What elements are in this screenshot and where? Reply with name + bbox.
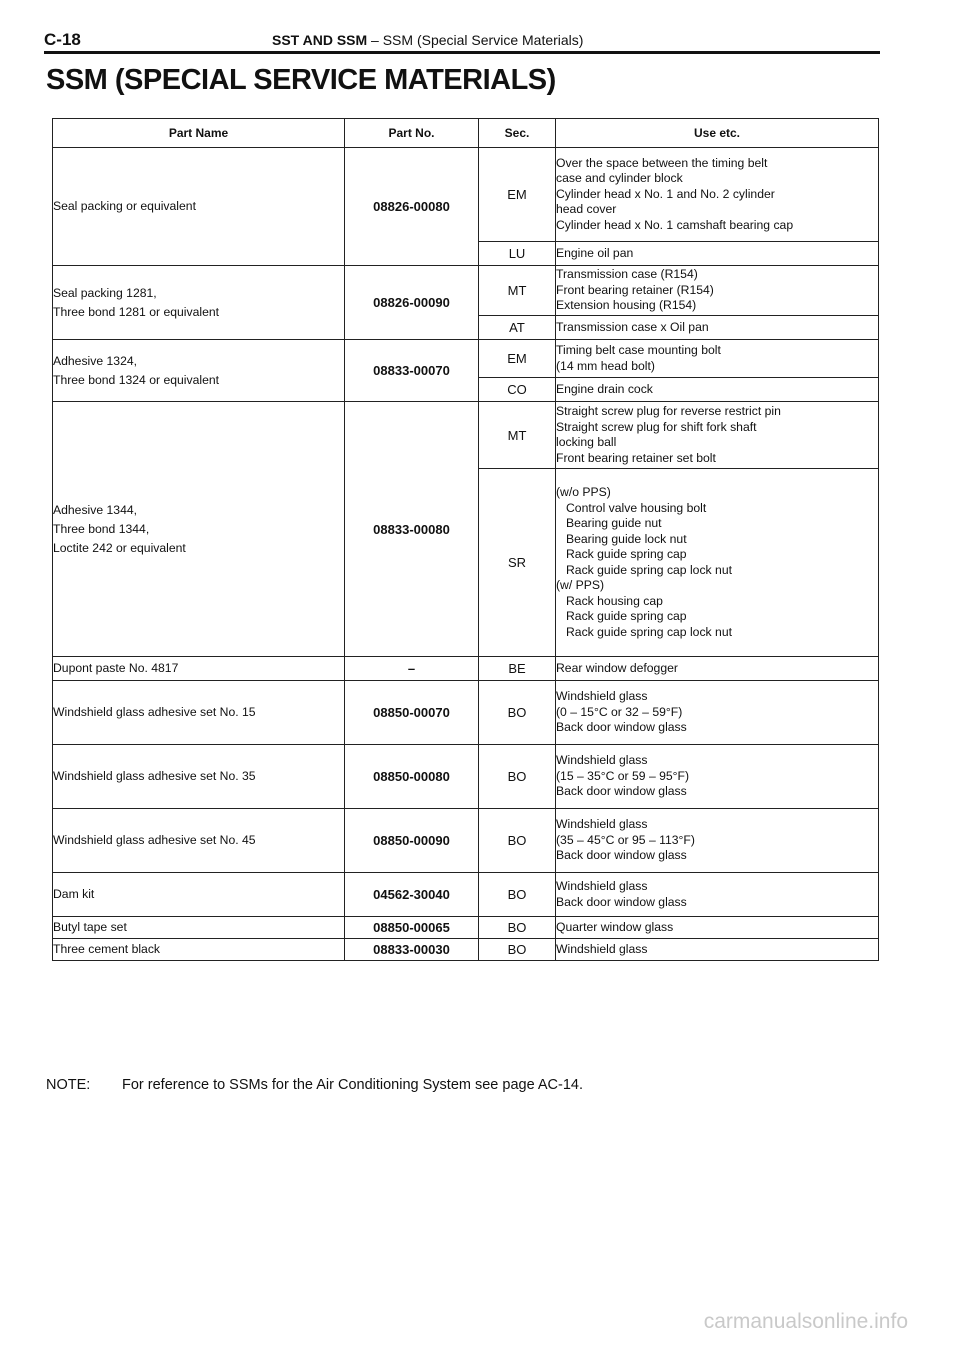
part-name-line: Seal packing 1281, xyxy=(53,285,157,300)
column-header-part-name: Part Name xyxy=(53,119,345,148)
part-name-cell xyxy=(53,340,345,402)
part-name-cell xyxy=(53,917,345,939)
use-line: Cylinder head x No. 1 camshaft bearing cap xyxy=(556,217,794,232)
use-line: Rack guide spring cap xyxy=(566,609,687,623)
running-head xyxy=(272,32,583,48)
use-line: Windshield glass xyxy=(556,941,648,956)
use-line: Back door window glass xyxy=(556,848,687,863)
use-line: (w/ PPS) xyxy=(556,578,605,592)
column-header-sec: Sec. xyxy=(479,119,556,148)
section-cell: CO xyxy=(479,378,556,402)
part-name-cell xyxy=(53,939,345,961)
use-cell xyxy=(556,316,879,340)
part-name-line: Seal packing or equivalent xyxy=(53,199,196,213)
table-row xyxy=(53,809,879,873)
part-name-line: Loctite 242 or equivalent xyxy=(53,540,186,555)
use-line: Bearing guide nut xyxy=(566,516,662,530)
use-cell xyxy=(556,148,879,242)
use-cell xyxy=(556,939,879,961)
use-line: Rack guide spring cap xyxy=(566,547,687,561)
section-cell: LU xyxy=(479,242,556,266)
part-number-cell: 08833-00080 xyxy=(345,402,479,657)
header-rule xyxy=(44,51,880,54)
use-line: (15 – 35°C or 59 – 95°F) xyxy=(556,768,690,783)
part-name-cell xyxy=(53,809,345,873)
part-name-line: Three bond 1324 or equivalent xyxy=(53,372,220,387)
note xyxy=(46,1077,583,1093)
part-name-cell xyxy=(53,681,345,745)
table-row xyxy=(53,939,879,961)
part-name-cell xyxy=(53,873,345,917)
use-cell xyxy=(556,242,879,266)
table-row xyxy=(53,402,879,469)
part-name-line: Windshield glass adhesive set No. 45 xyxy=(53,833,256,847)
use-cell xyxy=(556,809,879,873)
table-row xyxy=(53,917,879,939)
part-number-cell: – xyxy=(345,657,479,681)
use-line: case and cylinder block xyxy=(556,171,683,186)
use-line: (w/o PPS) xyxy=(556,485,611,499)
part-name-cell xyxy=(53,402,345,657)
use-line: Engine oil pan xyxy=(556,245,634,260)
use-line: Windshield glass xyxy=(556,817,648,832)
part-number-cell: 04562-30040 xyxy=(345,873,479,917)
ssm-table xyxy=(52,118,879,961)
table-row xyxy=(53,873,879,917)
page-header xyxy=(44,30,878,52)
column-header-use: Use etc. xyxy=(556,119,879,148)
part-name-line: Three cement black xyxy=(53,942,161,956)
use-line: Control valve housing bolt xyxy=(566,500,707,515)
use-line: Over the space between the timing belt xyxy=(556,155,768,170)
use-line: Front bearing retainer (R154) xyxy=(556,282,714,297)
table-row xyxy=(53,681,879,745)
part-name-line: Three bond 1281 or equivalent xyxy=(53,304,220,319)
use-cell xyxy=(556,340,879,378)
part-name-line: Windshield glass adhesive set No. 15 xyxy=(53,705,256,719)
running-head-subsection: – SSM (Special Service Materials) xyxy=(367,32,584,48)
use-line: Windshield glass xyxy=(556,753,648,768)
part-number-cell: 08850-00080 xyxy=(345,745,479,809)
section-cell: BO xyxy=(479,745,556,809)
column-header-part-no: Part No. xyxy=(345,119,479,148)
use-line: Back door window glass xyxy=(556,784,687,799)
use-line: Timing belt case mounting bolt xyxy=(556,343,721,357)
part-name-line: Dam kit xyxy=(53,887,95,901)
part-name-cell xyxy=(53,266,345,340)
part-name-cell xyxy=(53,148,345,266)
table-row xyxy=(53,340,879,378)
use-cell xyxy=(556,266,879,316)
use-line: Engine drain cock xyxy=(556,381,653,396)
part-name-line: Dupont paste No. 4817 xyxy=(53,661,179,675)
part-name-line: Adhesive 1344, xyxy=(53,502,138,517)
use-cell xyxy=(556,469,879,657)
use-line: Back door window glass xyxy=(556,894,687,909)
part-name-cell xyxy=(53,657,345,681)
use-cell xyxy=(556,378,879,402)
section-cell: BO xyxy=(479,809,556,873)
section-cell: EM xyxy=(479,148,556,242)
use-cell xyxy=(556,917,879,939)
section-cell: SR xyxy=(479,469,556,657)
use-line: Windshield glass xyxy=(556,689,648,704)
table-row xyxy=(53,657,879,681)
part-number-cell: 08833-00030 xyxy=(345,939,479,961)
part-name-line: Adhesive 1324, xyxy=(53,353,138,368)
use-cell xyxy=(556,657,879,681)
section-cell: AT xyxy=(479,316,556,340)
use-line: (0 – 15°C or 32 – 59°F) xyxy=(556,704,683,719)
page-title: SSM (SPECIAL SERVICE MATERIALS) xyxy=(46,64,556,96)
use-line: Rack housing cap xyxy=(566,593,663,608)
use-line: Transmission case x Oil pan xyxy=(556,319,709,334)
use-line: Extension housing (R154) xyxy=(556,298,697,313)
note-label: NOTE: xyxy=(46,1077,91,1093)
use-line: Rack guide spring cap lock nut xyxy=(566,624,732,639)
part-number-cell: 08826-00080 xyxy=(345,148,479,266)
part-number-cell: 08833-00070 xyxy=(345,340,479,402)
section-cell: MT xyxy=(479,266,556,316)
use-line: head cover xyxy=(556,202,617,217)
page-number: C-18 xyxy=(44,30,81,49)
part-name-cell xyxy=(53,745,345,809)
use-line: Cylinder head x No. 1 and No. 2 cylinder xyxy=(556,186,775,201)
section-cell: BE xyxy=(479,657,556,681)
use-cell xyxy=(556,681,879,745)
table-row xyxy=(53,745,879,809)
use-line: Back door window glass xyxy=(556,720,687,735)
part-number-cell: 08850-00065 xyxy=(345,917,479,939)
part-name-line: Windshield glass adhesive set No. 35 xyxy=(53,769,256,783)
part-number-cell: 08826-00090 xyxy=(345,266,479,340)
use-cell xyxy=(556,402,879,469)
table-header-row xyxy=(53,119,879,148)
part-number-cell: 08850-00070 xyxy=(345,681,479,745)
part-name-line: Three bond 1344, xyxy=(53,521,150,536)
table-row xyxy=(53,266,879,316)
use-line: Rack guide spring cap lock nut xyxy=(566,562,732,577)
use-line: locking ball xyxy=(556,435,617,449)
use-line: Straight screw plug for reverse restrict pin xyxy=(556,404,781,418)
use-line: Quarter window glass xyxy=(556,919,674,934)
section-cell: BO xyxy=(479,939,556,961)
section-cell: EM xyxy=(479,340,556,378)
use-line: Bearing guide lock nut xyxy=(566,531,687,546)
use-cell xyxy=(556,745,879,809)
section-cell: BO xyxy=(479,917,556,939)
part-name-line: Butyl tape set xyxy=(53,920,127,934)
use-line: Front bearing retainer set bolt xyxy=(556,450,716,465)
section-cell: MT xyxy=(479,402,556,469)
use-line: (35 – 45°C or 95 – 113°F) xyxy=(556,832,695,847)
section-cell: BO xyxy=(479,681,556,745)
use-line: Rear window defogger xyxy=(556,660,678,675)
table-body xyxy=(53,148,879,961)
use-line: Windshield glass xyxy=(556,879,648,893)
use-line: Straight screw plug for shift fork shaft xyxy=(556,419,757,434)
note-text: For reference to SSMs for the Air Conditioning System see page AC-14. xyxy=(122,1077,584,1093)
part-number-cell: 08850-00090 xyxy=(345,809,479,873)
use-cell xyxy=(556,873,879,917)
use-line: Transmission case (R154) xyxy=(556,267,698,282)
use-line: (14 mm head bolt) xyxy=(556,358,655,373)
watermark: carmanualsonline.info xyxy=(703,1310,908,1333)
running-head-section: SST AND SSM xyxy=(272,32,368,48)
section-cell: BO xyxy=(479,873,556,917)
table-row xyxy=(53,148,879,242)
